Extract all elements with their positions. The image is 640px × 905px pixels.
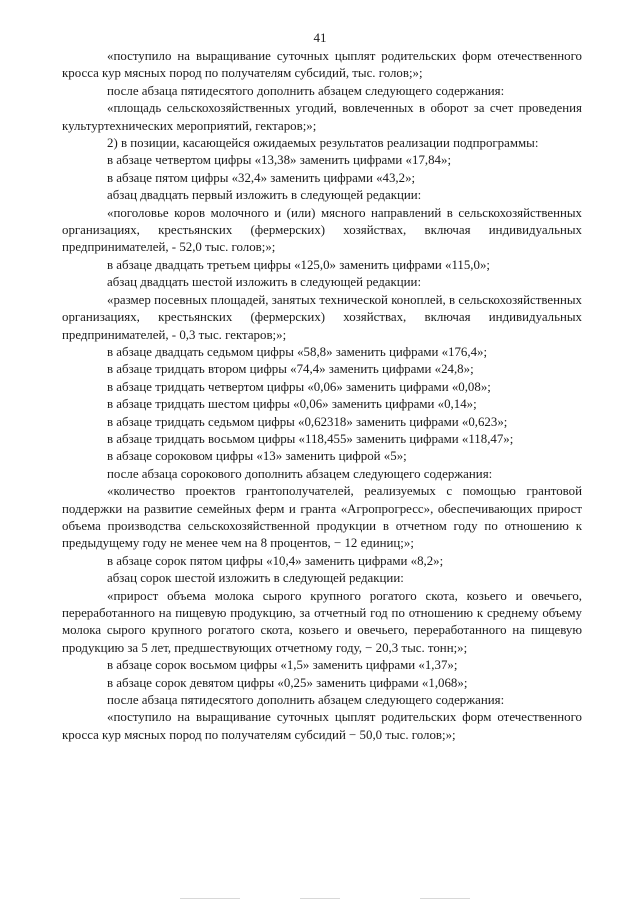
paragraph: в абзаце двадцать третьем цифры «125,0» заменить цифрами «115,0»; <box>107 257 491 272</box>
scan-artifact <box>180 898 240 899</box>
paragraph: в абзаце сороковом цифры «13» заменить цифрой «5»; <box>107 449 407 464</box>
paragraph: в абзаце сорок восьмом цифры «1,5» заменить цифрами «1,37»; <box>107 658 458 673</box>
paragraph: в абзаце тридцать втором цифры «74,4» заменить цифрами «24,8»; <box>107 362 474 377</box>
paragraph: «прирост объема молока сырого крупного рогатого скота, козьего и овечьего, переработанного на пищевую продукцию, за отчетный год по отношению к среднему объему молока сырого крупного рогатого скота, козьего и овечьего, переработанного на пищевую продукцию за 5 лет, предшествующих отчетному году, − 20,3 тыс. тонн;»; <box>62 588 582 655</box>
scan-artifact <box>300 898 340 899</box>
paragraph: «площадь сельскохозяйственных угодий, вовлеченных в оборот за счет проведения культуртехнических мероприятий, гектаров;»; <box>62 101 582 133</box>
paragraph: «количество проектов грантополучателей, реализуемых с помощью грантовой поддержки на развитие семейных ферм и гранта «Агропрогресс», обеспечивающих прирост объема производства сельскохозяйственной продукции в отчетном году по отношению к предыдущему году не менее чем на 8 процентов, − 12 единиц;»; <box>62 484 582 551</box>
paragraph: в абзаце тридцать шестом цифры «0,06» заменить цифрами «0,14»; <box>107 397 477 412</box>
paragraph: абзац сорок шестой изложить в следующей редакции: <box>107 571 404 586</box>
paragraph: «размер посевных площадей, занятых технической коноплей, в сельскохозяйственных организациях, крестьянских (фермерских) хозяйствах, включая индивидуальных предпринимателей, - 0,3 тыс. гектаров;»; <box>62 292 582 342</box>
paragraph: «поступило на выращивание суточных цыплят родительских форм отечественного кросса кур мясных пород по получателям субсидий, тыс. голов;»; <box>62 49 582 81</box>
paragraph: в абзаце тридцать восьмом цифры «118,455» заменить цифрами «118,47»; <box>107 431 514 446</box>
paragraph: в абзаце четвертом цифры «13,38» заменить цифрами «17,84»; <box>107 153 452 168</box>
paragraph: «поголовье коров молочного и (или) мясного направлений в сельскохозяйственных организациях, крестьянских (фермерских) хозяйствах, включая индивидуальных предпринимателей, - 52,0 тыс. голов;»; <box>62 205 582 255</box>
paragraph: в абзаце сорок девятом цифры «0,25» заменить цифрами «1,068»; <box>107 675 468 690</box>
paragraph: в абзаце пятом цифры «32,4» заменить цифрами «43,2»; <box>107 170 416 185</box>
scan-artifact <box>420 898 470 899</box>
paragraph: после абзаца пятидесятого дополнить абзацем следующего содержания: <box>107 693 505 708</box>
page-number: 41 <box>313 30 327 45</box>
document-body <box>62 48 582 744</box>
paragraph: в абзаце сорок пятом цифры «10,4» заменить цифрами «8,2»; <box>107 553 444 568</box>
paragraph: «поступило на выращивание суточных цыплят родительских форм отечественного кросса кур мясных пород по получателям субсидий − 50,0 тыс. голов;»; <box>62 710 582 742</box>
paragraph: абзац двадцать первый изложить в следующей редакции: <box>107 188 422 203</box>
paragraph: 2) в позиции, касающейся ожидаемых результатов реализации подпрограммы: <box>107 136 539 151</box>
paragraph: абзац двадцать шестой изложить в следующей редакции: <box>107 275 422 290</box>
paragraph: после абзаца сорокового дополнить абзацем следующего содержания: <box>107 466 493 481</box>
paragraph: в абзаце тридцать седьмом цифры «0,62318» заменить цифрами «0,623»; <box>107 414 508 429</box>
paragraph: в абзаце двадцать седьмом цифры «58,8» заменить цифрами «176,4»; <box>107 344 488 359</box>
paragraph: в абзаце тридцать четвертом цифры «0,06» заменить цифрами «0,08»; <box>107 379 491 394</box>
paragraph: после абзаца пятидесятого дополнить абзацем следующего содержания: <box>107 83 505 98</box>
